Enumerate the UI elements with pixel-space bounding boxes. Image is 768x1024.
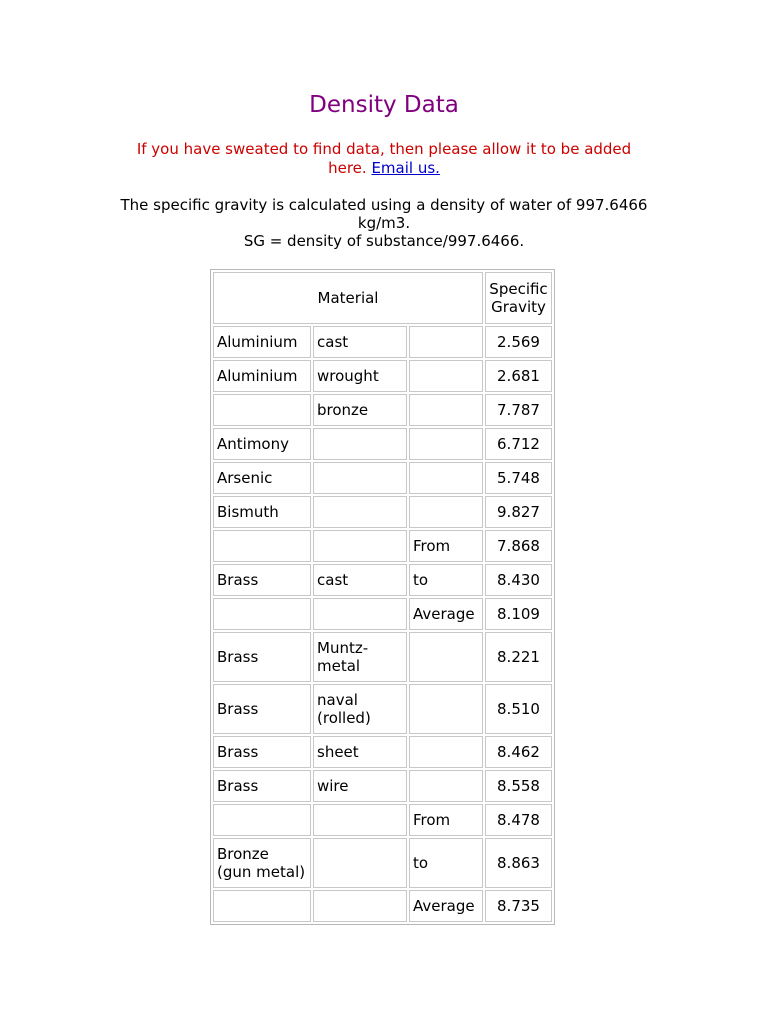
- material-cell: Bismuth: [213, 496, 311, 528]
- variant-cell: [313, 804, 407, 836]
- density-table: [210, 269, 555, 925]
- range-cell: Average: [409, 598, 483, 630]
- explanation-line-2: SG = density of substance/997.6466.: [243, 232, 525, 250]
- table-row: [213, 360, 552, 392]
- range-cell: to: [409, 564, 483, 596]
- specific-gravity-cell: 8.430: [485, 564, 552, 596]
- material-cell: Brass: [213, 564, 311, 596]
- material-cell: Arsenic: [213, 462, 311, 494]
- header-specific-gravity: Specific Gravity: [485, 272, 552, 324]
- specific-gravity-cell: 8.558: [485, 770, 552, 802]
- specific-gravity-cell: 7.868: [485, 530, 552, 562]
- variant-cell: [313, 530, 407, 562]
- range-cell: [409, 632, 483, 682]
- variant-cell: [313, 462, 407, 494]
- range-cell: From: [409, 804, 483, 836]
- explanation-line-1: The specific gravity is calculated using a density of water of 997.6466 kg/m3.: [120, 196, 648, 232]
- range-cell: [409, 684, 483, 734]
- range-cell: [409, 496, 483, 528]
- variant-cell: Muntz-metal: [313, 632, 407, 682]
- table-row: [213, 736, 552, 768]
- variant-cell: wire: [313, 770, 407, 802]
- range-cell: [409, 428, 483, 460]
- specific-gravity-cell: 2.681: [485, 360, 552, 392]
- variant-cell: bronze: [313, 394, 407, 426]
- material-cell: [213, 804, 311, 836]
- table-row: [213, 496, 552, 528]
- table-header-row: [213, 272, 552, 324]
- material-cell: Brass: [213, 770, 311, 802]
- specific-gravity-cell: 8.863: [485, 838, 552, 888]
- specific-gravity-cell: 8.735: [485, 890, 552, 922]
- specific-gravity-cell: 2.569: [485, 326, 552, 358]
- range-cell: [409, 736, 483, 768]
- table-row: [213, 394, 552, 426]
- range-cell: From: [409, 530, 483, 562]
- specific-gravity-cell: 8.109: [485, 598, 552, 630]
- table-row: [213, 564, 552, 596]
- specific-gravity-cell: 9.827: [485, 496, 552, 528]
- table-row: [213, 462, 552, 494]
- variant-cell: [313, 890, 407, 922]
- contribution-request: [120, 140, 648, 178]
- material-cell: Aluminium: [213, 360, 311, 392]
- table-row: [213, 804, 552, 836]
- range-cell: Average: [409, 890, 483, 922]
- material-cell: Antimony: [213, 428, 311, 460]
- variant-cell: cast: [313, 564, 407, 596]
- page-title: Density Data: [309, 92, 459, 118]
- range-cell: [409, 394, 483, 426]
- specific-gravity-cell: 6.712: [485, 428, 552, 460]
- header-material: Material: [213, 272, 483, 324]
- material-cell: Aluminium: [213, 326, 311, 358]
- material-cell: Brass: [213, 632, 311, 682]
- range-cell: [409, 326, 483, 358]
- request-text: If you have sweated to find data, then please allow it to be added here.: [136, 140, 632, 177]
- variant-cell: [313, 598, 407, 630]
- range-cell: [409, 462, 483, 494]
- table-row: [213, 890, 552, 922]
- material-cell: [213, 598, 311, 630]
- table-row: [213, 428, 552, 460]
- email-us-link[interactable]: Email us.: [371, 159, 440, 177]
- variant-cell: [313, 428, 407, 460]
- variant-cell: [313, 496, 407, 528]
- material-cell: Brass: [213, 736, 311, 768]
- variant-cell: naval (rolled): [313, 684, 407, 734]
- specific-gravity-cell: 8.510: [485, 684, 552, 734]
- specific-gravity-cell: 8.478: [485, 804, 552, 836]
- table-row: [213, 770, 552, 802]
- table-row: [213, 598, 552, 630]
- specific-gravity-cell: 7.787: [485, 394, 552, 426]
- variant-cell: cast: [313, 326, 407, 358]
- variant-cell: [313, 838, 407, 888]
- material-cell: [213, 394, 311, 426]
- range-cell: [409, 770, 483, 802]
- specific-gravity-explanation: [100, 196, 668, 250]
- table-row: [213, 684, 552, 734]
- table-row: [213, 838, 552, 888]
- specific-gravity-cell: 8.462: [485, 736, 552, 768]
- material-cell: Bronze (gun metal): [213, 838, 311, 888]
- variant-cell: sheet: [313, 736, 407, 768]
- material-cell: [213, 530, 311, 562]
- table-row: [213, 326, 552, 358]
- range-cell: to: [409, 838, 483, 888]
- table-row: [213, 632, 552, 682]
- variant-cell: wrought: [313, 360, 407, 392]
- specific-gravity-cell: 5.748: [485, 462, 552, 494]
- table-row: [213, 530, 552, 562]
- material-cell: Brass: [213, 684, 311, 734]
- range-cell: [409, 360, 483, 392]
- specific-gravity-cell: 8.221: [485, 632, 552, 682]
- material-cell: [213, 890, 311, 922]
